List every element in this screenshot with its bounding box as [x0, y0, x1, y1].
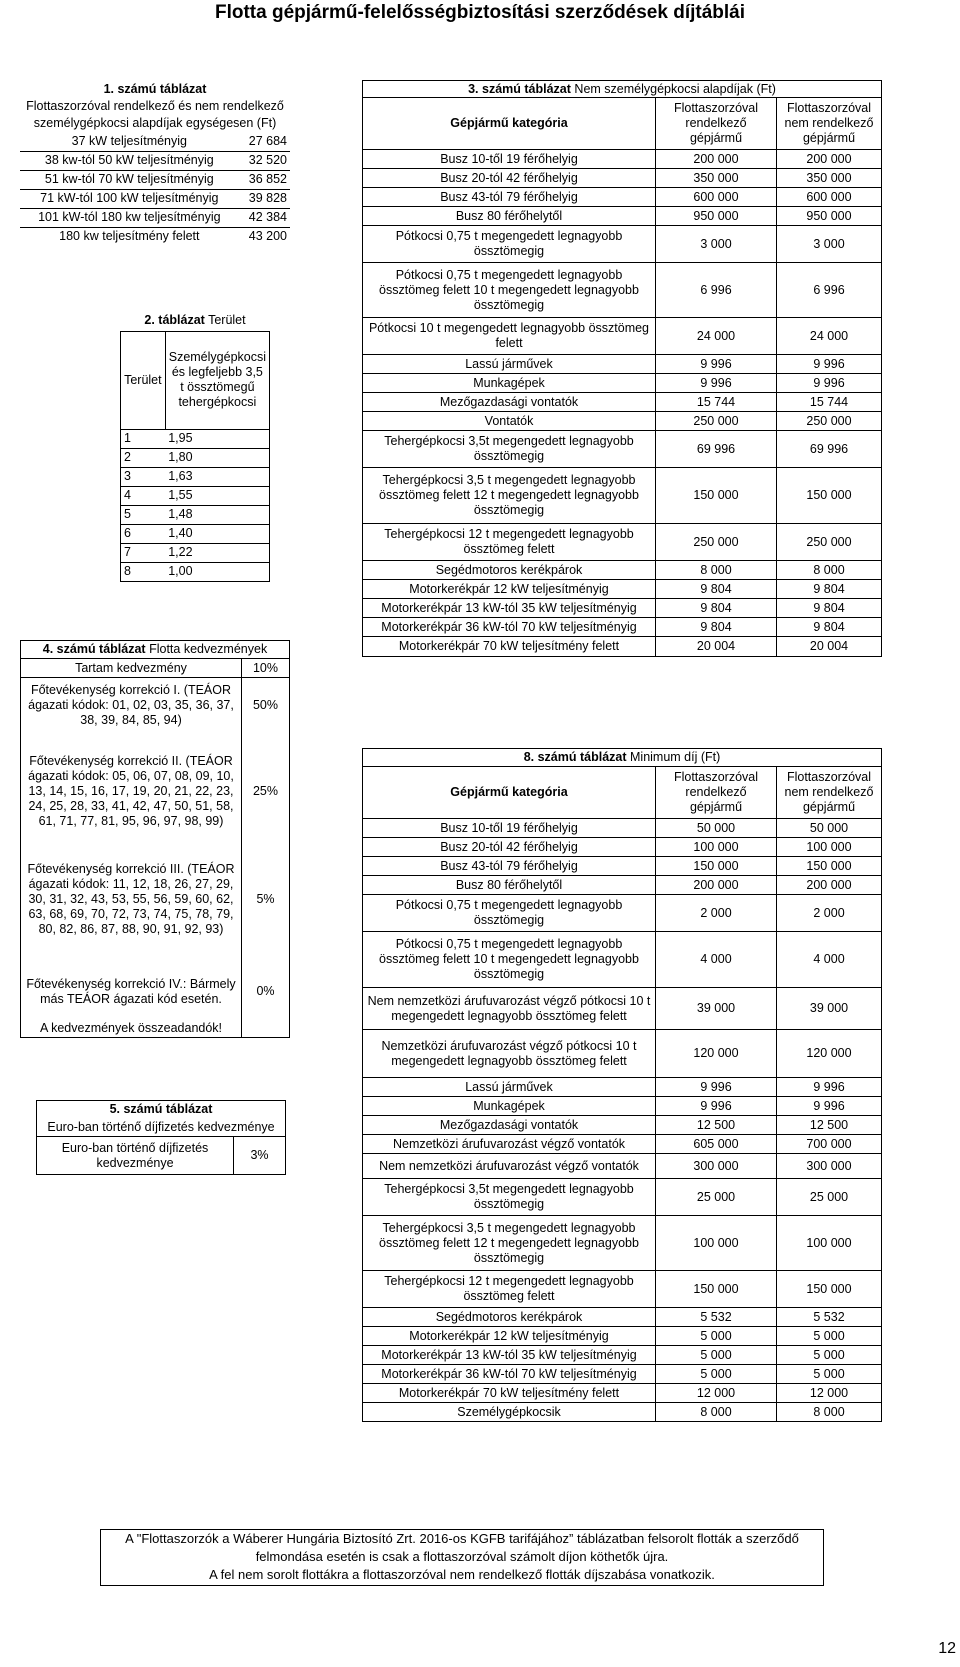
fleet-value: 150 000 — [656, 468, 777, 524]
note-line-3: A fel nem sorolt flottákra a flottaszorzóval nem rendelkező flották díjszabása vonatkozik. — [209, 1567, 715, 1582]
table-row — [363, 188, 882, 207]
table-1-label: 101 kW-tól 180 kw teljesítményig — [38, 210, 221, 224]
nonfleet-value: 250 000 — [806, 534, 852, 549]
table-1-label: 180 kw teljesítmény felett — [59, 229, 200, 244]
nonfleet-value: 6 996 — [813, 282, 845, 297]
nonfleet-value: 12 000 — [809, 1385, 849, 1400]
table-4-caption: 4. számú táblázat Flotta kedvezmények — [42, 642, 268, 656]
page-title: Flotta gépjármű-felelősségbiztosítási szerződések díjtáblái — [214, 2, 746, 23]
nonfleet-value: 8 000 — [813, 562, 845, 577]
vehicle-category: Busz 80 férőhelytől — [363, 207, 656, 226]
vehicle-category: Pótkocsi 0,75 t megengedett legnagyobb össztömegig — [363, 895, 656, 932]
vehicle-category: Busz 10-től 19 férőhelyig — [363, 819, 656, 838]
table-2-col-area: Terület — [121, 331, 166, 429]
table-1-label: 51 kw-tól 70 kW teljesítményig — [44, 172, 214, 186]
nonfleet-value: 9 996 — [813, 1098, 845, 1113]
table-row — [363, 1327, 882, 1346]
nonfleet-value: 12 500 — [809, 1117, 849, 1132]
table-row — [363, 150, 882, 169]
nonfleet-value: 15 744 — [809, 394, 849, 409]
vehicle-category: Motorkerékpár 36 kW-tól 70 kW teljesítményig — [363, 1365, 656, 1384]
table-row — [363, 374, 882, 393]
nonfleet-value: 50 000 — [809, 820, 849, 835]
nonfleet-value: 200 000 — [806, 877, 852, 892]
table-4-label: Főtevékenység korrekció I. (TEÁOR ágazati kódok: 01, 02, 03, 35, 36, 37, 38, 39, 84, 85, 94) — [21, 678, 242, 734]
fleet-value: 200 000 — [656, 150, 777, 169]
table-row — [363, 838, 882, 857]
table-row — [363, 561, 882, 580]
nonfleet-value: 350 000 — [806, 170, 852, 185]
table-2 — [120, 311, 270, 582]
nonfleet-value: 39 000 — [809, 1001, 849, 1015]
table-8-header-fleet: Flottaszorzóval rendelkező gépjármű — [656, 767, 777, 819]
table-row — [363, 618, 882, 637]
vehicle-category: Motorkerékpár 13 kW-tól 35 kW teljesítményig — [363, 1346, 656, 1365]
table-row — [363, 857, 882, 876]
fleet-value: 69 996 — [656, 431, 777, 468]
fleet-value: 9 804 — [656, 580, 777, 599]
nonfleet-value: 5 000 — [813, 1328, 845, 1343]
fleet-value: 9 996 — [656, 1097, 777, 1116]
table-row — [363, 1030, 882, 1078]
nonfleet-value: 120 000 — [806, 1046, 852, 1060]
table-row — [363, 876, 882, 895]
note-line-2: felmondása esetén is csak a flottaszorzóval számolt díjon köthetők újra. — [255, 1549, 669, 1564]
table-row — [363, 932, 882, 988]
table-row — [363, 1097, 882, 1116]
table-1-desc-line1: Flottaszorzóval rendelkező és nem rendelkező — [26, 99, 284, 113]
table-row — [363, 1384, 882, 1403]
vehicle-category: Motorkerékpár 36 kW-tól 70 kW teljesítményig — [363, 618, 656, 637]
vehicle-category: Tehergépkocsi 3,5 t megengedett legnagyobb össztömeg felett 12 t megengedett legnagyobb össztömegig — [363, 1216, 656, 1271]
nonfleet-value: 150 000 — [806, 1281, 852, 1296]
vehicle-category: Motorkerékpár 12 kW teljesítményig — [363, 580, 656, 599]
table-row — [363, 412, 882, 431]
table-2-factor: 1,80 — [168, 450, 193, 464]
table-row — [363, 263, 882, 318]
table-2-caption: 2. táblázat Terület — [144, 313, 246, 328]
table-row — [363, 355, 882, 374]
table-3-header-category: Gépjármű kategória — [363, 98, 656, 150]
table-3-header-fleet: Flottaszorzóval rendelkező gépjármű — [656, 98, 777, 150]
table-row — [363, 524, 882, 561]
table-1-label: 38 kw-tól 50 kW teljesítményig — [44, 153, 214, 167]
table-4-label: Tartam kedvezmény — [21, 659, 242, 678]
vehicle-category: Lassú járművek — [363, 355, 656, 374]
table-5-name: Euro-ban történő díjfizetés kedvezménye — [47, 1119, 275, 1134]
nonfleet-value: 2 000 — [813, 905, 845, 920]
fleet-value: 25 000 — [656, 1179, 777, 1216]
table-2-factor: 1,63 — [168, 469, 193, 483]
fleet-value: 20 004 — [656, 637, 777, 657]
table-row — [363, 1308, 882, 1327]
table-1-value: 32 520 — [248, 153, 287, 167]
fleet-value: 8 000 — [656, 561, 777, 580]
table-1-value: 43 200 — [248, 229, 287, 244]
table-row — [363, 207, 882, 226]
table-row — [363, 431, 882, 468]
fleet-value: 100 000 — [656, 1216, 777, 1271]
fleet-value: 9 996 — [656, 355, 777, 374]
vehicle-category: Busz 20-tól 42 férőhelyig — [363, 838, 656, 857]
fleet-value: 250 000 — [656, 524, 777, 561]
table-2-area: 8 — [124, 564, 131, 578]
nonfleet-value: 5 000 — [813, 1366, 845, 1381]
table-4-label: Főtevékenység korrekció II. (TEÁOR ágazati kódok: 05, 06, 07, 08, 09, 10, 13, 14, 15, 16, 17, 19, 20, 21, 22, 23, 24, 25, 28, 33, 41, 42, 47, 50, 51, 58, 61, 71, 77, 81, 95, 96, 97, 98, 99) — [21, 748, 242, 836]
nonfleet-value: 9 996 — [813, 375, 845, 390]
vehicle-category: Tehergépkocsi 3,5t megengedett legnagyobb össztömegig — [363, 431, 656, 468]
fleet-value: 39 000 — [656, 988, 777, 1030]
vehicle-category: Busz 80 férőhelytől — [363, 876, 656, 895]
nonfleet-value: 100 000 — [806, 839, 852, 854]
nonfleet-value: 69 996 — [809, 441, 849, 456]
nonfleet-value: 4 000 — [813, 952, 845, 966]
fleet-value: 100 000 — [656, 838, 777, 857]
table-4-label: Főtevékenység korrekció III. (TEÁOR ágazati kódok: 11, 12, 18, 26, 27, 29, 30, 31, 32, 43, 53, 55, 56, 59, 60, 62, 63, 68, 69, 70, 72, 73, 74, 75, 78, 79, 80, 82, 86, 87, 88, 90, 91, 92, 93) — [21, 850, 242, 950]
table-row — [363, 1135, 882, 1154]
table-row — [363, 1271, 882, 1308]
nonfleet-value: 700 000 — [806, 1136, 852, 1151]
vehicle-category: Nemzetközi árufuvarozást végző pótkocsi 10 t megengedett legnagyobb össztömeg felett — [363, 1030, 656, 1078]
table-1-value: 27 684 — [248, 133, 287, 148]
table-8-caption: 8. számú táblázat Minimum díj (Ft) — [523, 750, 721, 764]
fleet-value: 9 996 — [656, 374, 777, 393]
table-3-header-nonfleet: Flottaszorzóval nem rendelkező gépjármű — [784, 101, 874, 145]
table-4 — [20, 640, 290, 1038]
fleet-value: 12 000 — [656, 1384, 777, 1403]
vehicle-category: Munkagépek — [363, 1097, 656, 1116]
table-4-value: 25% — [252, 784, 279, 798]
table-row — [363, 226, 882, 263]
table-3-caption: 3. számú táblázat Nem személygépkocsi alapdíjak (Ft) — [468, 81, 776, 96]
vehicle-category: Személygépkocsik — [363, 1403, 656, 1422]
table-5-label: Euro-ban történő díjfizetés kedvezménye — [37, 1137, 234, 1175]
fleet-value: 120 000 — [656, 1030, 777, 1078]
table-8-header-nonfleet: Flottaszorzóval nem rendelkező gépjármű — [784, 770, 874, 814]
table-1-label: 71 kW-tól 100 kW teljesítményig — [40, 191, 219, 205]
table-2-factor: 1,00 — [168, 564, 193, 578]
table-row — [363, 318, 882, 355]
fleet-value: 6 996 — [656, 263, 777, 318]
vehicle-category: Pótkocsi 10 t megengedett legnagyobb össztömeg felett — [363, 318, 656, 355]
vehicle-category: Segédmotoros kerékpárok — [363, 1308, 656, 1327]
table-4-value: 0% — [256, 984, 275, 998]
fleet-value: 12 500 — [656, 1116, 777, 1135]
footer-note — [100, 1529, 824, 1586]
table-4-value: 5% — [256, 892, 275, 906]
fleet-value: 5 532 — [656, 1308, 777, 1327]
nonfleet-value: 8 000 — [813, 1404, 845, 1419]
nonfleet-value: 150 000 — [806, 858, 852, 873]
table-5 — [36, 1100, 286, 1175]
fleet-value: 600 000 — [656, 188, 777, 207]
table-2-area: 4 — [124, 488, 131, 502]
nonfleet-value: 20 004 — [809, 639, 849, 653]
nonfleet-value: 150 000 — [806, 488, 852, 502]
table-2-factor: 1,22 — [168, 545, 193, 559]
table-4-label: Főtevékenység korrekció IV.: Bármely más TEÁOR ágazati kód esetén. — [21, 964, 242, 1020]
vehicle-category: Busz 43-tól 79 férőhelyig — [363, 857, 656, 876]
vehicle-category: Busz 10-től 19 férőhelyig — [363, 150, 656, 169]
fleet-value: 5 000 — [656, 1346, 777, 1365]
table-2-factor: 1,40 — [168, 526, 193, 540]
table-row — [363, 1116, 882, 1135]
table-5-number: 5. számú táblázat — [109, 1102, 213, 1117]
table-row — [363, 1154, 882, 1179]
table-2-area: 5 — [124, 507, 131, 521]
nonfleet-value: 100 000 — [806, 1235, 852, 1250]
vehicle-category: Mezőgazdasági vontatók — [363, 393, 656, 412]
fleet-value: 3 000 — [656, 226, 777, 263]
fleet-value: 9 804 — [656, 618, 777, 637]
table-2-area: 7 — [124, 545, 131, 559]
vehicle-category: Pótkocsi 0,75 t megengedett legnagyobb össztömeg felett 10 t megengedett legnagyobb össztömegig — [363, 932, 656, 988]
table-1-number: 1. számú táblázat — [103, 81, 207, 96]
table-1-value: 42 384 — [248, 210, 287, 224]
vehicle-category: Busz 20-tól 42 férőhelyig — [363, 169, 656, 188]
table-row — [363, 393, 882, 412]
vehicle-category: Motorkerékpár 13 kW-tól 35 kW teljesítményig — [363, 599, 656, 618]
table-2-col-factor: Személygépkocsi és legfeljebb 3,5 t össztömegű tehergépkocsi — [168, 350, 266, 409]
fleet-value: 200 000 — [656, 876, 777, 895]
vehicle-category: Tehergépkocsi 12 t megengedett legnagyobb össztömeg felett — [363, 1271, 656, 1308]
vehicle-category: Lassú járművek — [363, 1078, 656, 1097]
vehicle-category: Munkagépek — [363, 374, 656, 393]
table-row — [363, 468, 882, 524]
table-1-label: 37 kW teljesítményig — [71, 133, 187, 148]
nonfleet-value: 25 000 — [809, 1189, 849, 1204]
fleet-value: 24 000 — [656, 318, 777, 355]
nonfleet-value: 9 996 — [813, 1079, 845, 1094]
table-row — [363, 1078, 882, 1097]
table-1-value: 39 828 — [248, 191, 287, 205]
nonfleet-value: 9 804 — [813, 600, 845, 615]
table-2-area: 2 — [124, 450, 131, 464]
nonfleet-value: 5 000 — [813, 1347, 845, 1362]
fleet-value: 4 000 — [656, 932, 777, 988]
fleet-value: 50 000 — [656, 819, 777, 838]
table-1 — [20, 80, 290, 246]
table-5-value: 3% — [250, 1148, 269, 1162]
vehicle-category: Pótkocsi 0,75 t megengedett legnagyobb össztömegig — [363, 226, 656, 263]
fleet-value: 9 804 — [656, 599, 777, 618]
nonfleet-value: 9 804 — [813, 619, 845, 634]
vehicle-category: Busz 43-tól 79 férőhelyig — [363, 188, 656, 207]
fleet-value: 150 000 — [656, 857, 777, 876]
vehicle-category: Tehergépkocsi 3,5 t megengedett legnagyobb össztömeg felett 12 t megengedett legnagyobb össztömegig — [363, 468, 656, 524]
vehicle-category: Motorkerékpár 70 kW teljesítmény felett — [363, 637, 656, 657]
table-row — [363, 580, 882, 599]
fleet-value: 950 000 — [656, 207, 777, 226]
table-3 — [362, 80, 882, 657]
table-row — [363, 819, 882, 838]
vehicle-category: Nemzetközi árufuvarozást végző vontatók — [363, 1135, 656, 1154]
table-2-area: 6 — [124, 526, 131, 540]
fleet-value: 8 000 — [656, 1403, 777, 1422]
vehicle-category: Nem nemzetközi árufuvarozást végző vontatók — [363, 1154, 656, 1179]
fleet-value: 9 996 — [656, 1078, 777, 1097]
vehicle-category: Pótkocsi 0,75 t megengedett legnagyobb össztömeg felett 10 t megengedett legnagyobb össztömegig — [363, 263, 656, 318]
vehicle-category: Segédmotoros kerékpárok — [363, 561, 656, 580]
nonfleet-value: 200 000 — [806, 151, 852, 166]
table-4-value: 50% — [252, 698, 279, 713]
table-2-area: 3 — [124, 469, 131, 483]
vehicle-category: Vontatók — [363, 412, 656, 431]
fleet-value: 2 000 — [656, 895, 777, 932]
table-4-value: 10% — [252, 660, 279, 675]
table-row — [363, 895, 882, 932]
fleet-value: 300 000 — [656, 1154, 777, 1179]
table-row — [363, 1179, 882, 1216]
nonfleet-value: 950 000 — [806, 208, 852, 223]
table-row — [363, 1216, 882, 1271]
nonfleet-value: 24 000 — [809, 328, 849, 343]
nonfleet-value: 9 996 — [813, 356, 845, 371]
table-2-area: 1 — [124, 431, 131, 445]
table-row — [363, 169, 882, 188]
table-row — [363, 988, 882, 1030]
table-row — [363, 1365, 882, 1384]
fleet-value: 5 000 — [656, 1365, 777, 1384]
note-line-1: A "Flottaszorzók a Wáberer Hungária Biztosító Zrt. 2016-os KGFB tarifájához” táblázatban felsorolt flották a szerződő — [125, 1531, 799, 1546]
nonfleet-value: 9 804 — [813, 581, 845, 596]
table-4-footer: A kedvezmények összeadandók! — [21, 1020, 242, 1038]
vehicle-category: Tehergépkocsi 12 t megengedett legnagyobb össztömeg felett — [363, 524, 656, 561]
table-row — [363, 637, 882, 657]
fleet-value: 350 000 — [656, 169, 777, 188]
table-2-factor: 1,95 — [168, 431, 193, 445]
fleet-value: 150 000 — [656, 1271, 777, 1308]
table-row — [363, 1403, 882, 1422]
fleet-value: 605 000 — [656, 1135, 777, 1154]
vehicle-category: Mezőgazdasági vontatók — [363, 1116, 656, 1135]
table-row — [363, 1346, 882, 1365]
page-number: 12 — [938, 1640, 956, 1657]
fleet-value: 15 744 — [656, 393, 777, 412]
table-2-factor: 1,48 — [168, 507, 193, 521]
nonfleet-value: 600 000 — [806, 189, 852, 204]
table-1-desc-line2: személygépkocsi alapdíjak egységesen (Ft) — [33, 116, 277, 130]
vehicle-category: Motorkerékpár 12 kW teljesítményig — [363, 1327, 656, 1346]
vehicle-category: Motorkerékpár 70 kW teljesítmény felett — [363, 1384, 656, 1403]
nonfleet-value: 300 000 — [806, 1158, 852, 1173]
fleet-value: 250 000 — [656, 412, 777, 431]
nonfleet-value: 5 532 — [813, 1309, 845, 1324]
fleet-value: 5 000 — [656, 1327, 777, 1346]
vehicle-category: Nem nemzetközi árufuvarozást végző pótkocsi 10 t megengedett legnagyobb össztömeg felett — [363, 988, 656, 1030]
table-8 — [362, 748, 882, 1422]
table-2-factor: 1,55 — [168, 488, 193, 502]
table-row — [363, 599, 882, 618]
nonfleet-value: 3 000 — [813, 236, 845, 251]
table-8-header-category: Gépjármű kategória — [363, 767, 656, 819]
nonfleet-value: 250 000 — [806, 413, 852, 428]
vehicle-category: Tehergépkocsi 3,5t megengedett legnagyobb össztömegig — [363, 1179, 656, 1216]
table-1-value: 36 852 — [248, 172, 287, 186]
